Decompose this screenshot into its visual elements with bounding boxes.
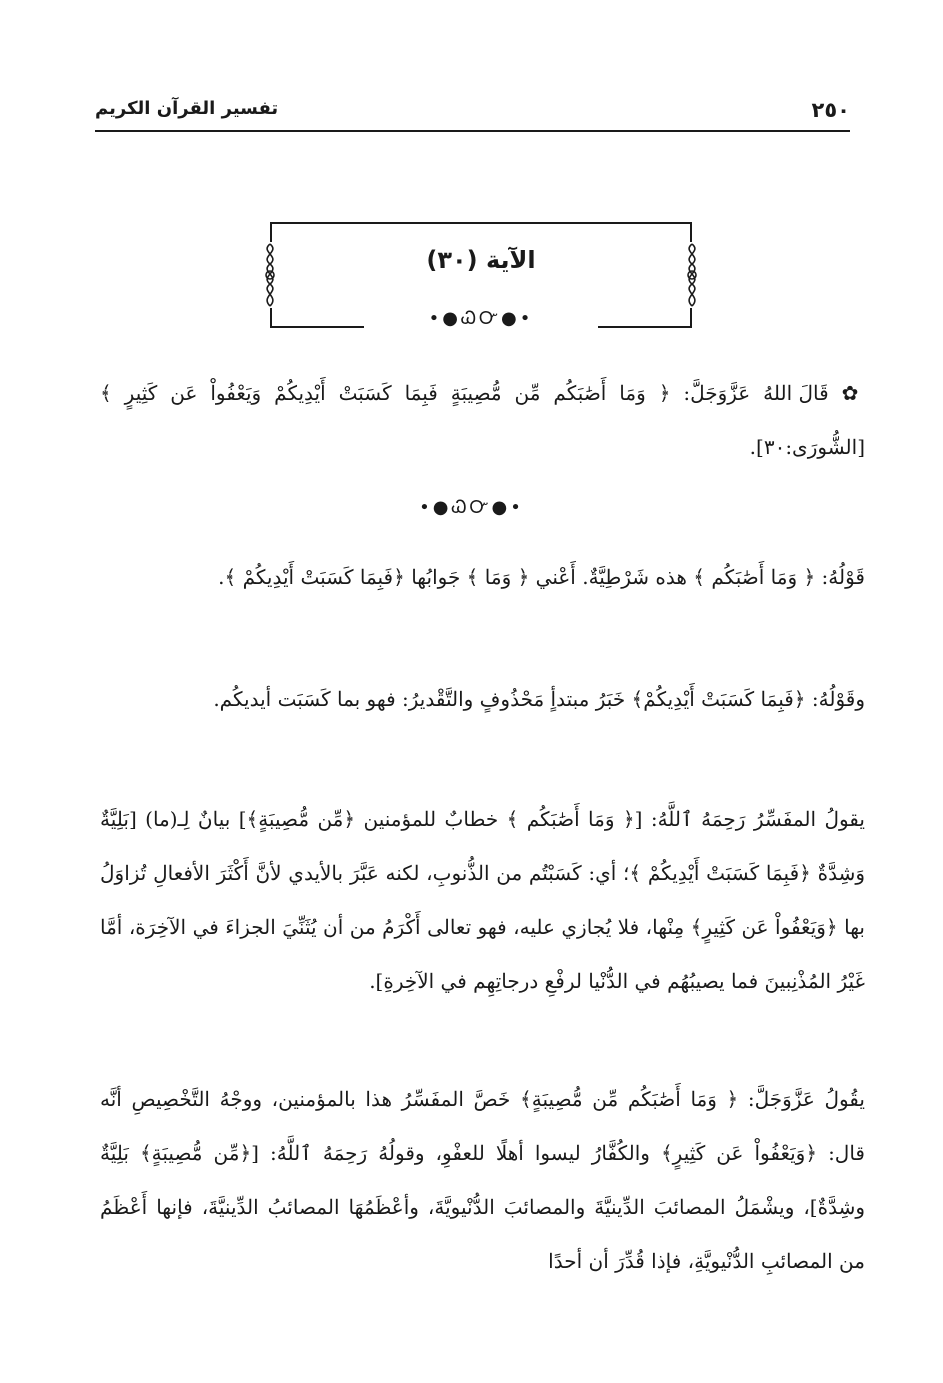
intro-text: قَالَ اللهُ عَزَّوَجَلَّ: ﴿ وَمَا أَصَٰبَكُم مِّن مُّصِيبَةٍ فَبِمَا كَسَبَتْ أَيْدِيكُمْ وَيَعْفُواْ عَن كَثِيرٍ ﴾ [الشُّورَى:٣٠]. (100, 381, 865, 459)
verse-heading-frame (270, 222, 692, 330)
running-title: تفسير القرآن الكريم (95, 98, 279, 119)
section-separator: •●ᏇᏅ●• (419, 497, 524, 518)
intro-verse (100, 366, 865, 474)
frame-top-rule (270, 222, 692, 224)
heading-divider: •●ᏇᏅ●• (428, 308, 534, 329)
paragraph: يقولُ المفَسِّرُ رَحِمَهُ ٱللَّهُ: [﴿ وَمَا أَصَٰبَكُم ﴾ خطابٌ للمؤمنين ﴿مِّن مُّصِيبَةٍ﴾] بيانٌ لِـ(ما) [بَلِيَّةٌ وَشِدَّةٌ ﴿فَبِمَا كَسَبَتْ أَيْدِيكُمْ ﴾؛ أي: كَسَبْتُم من الذُّنوبِ، لكنه عَبَّرَ بالأيدي لأنَّ أَكْثَرَ الأفعالِ تُزاوَلُ بها ﴿وَيَعْفُواْ عَن كَثِيرٍ﴾ مِنْها، فلا يُجازي عليه، فهو تعالى أَكْرَمُ من أن يُثَنِّيَ الجزاءَ في الآخِرَة، أمَّا غَيْرُ المُذْنِبينَ فما يصيبُهُم في الدُّنْيا لرفْعِ درجاتِهِم في الآخِرةِ]. (100, 807, 865, 993)
paragraph: وقَوْلُهُ: ﴿فَبِمَا كَسَبَتْ أَيْدِيكُمْ﴾ خَبَرُ مبتدأٍ مَحْذُوفٍ والتَّقْديرُ: فهو بما كَسَبَت أيديكُم. (213, 687, 865, 711)
paragraph: قَوْلُهُ: ﴿ وَمَا أَصَٰبَكُم ﴾ هذه شَرْطِيَّةٌ. أَعْني ﴿ وَمَا ﴾ جَوابُها ﴿فَبِمَا كَسَبَتْ أَيْدِيكُمْ ﴾. (218, 565, 865, 589)
page-header (95, 96, 850, 132)
frame-right-tick (690, 222, 692, 242)
paragraph: يقُولُ عَزَّوَجَلَّ: ﴿ وَمَا أَصَٰبَكُم مِّن مُّصِيبَةٍ﴾ خَصَّ المفَسِّرُ هذا بالمؤمنين، ووجْهُ التَّخْصِيصِ أنَّه قال: ﴿وَيَعْفُواْ عَن كَثِيرٍ﴾ والكُفَّارُ ليسوا أهلًا للعفْوِ، وقولُهُ رَحِمَهُ ٱللَّهُ: [﴿مِّن مُّصِيبَةٍ﴾ بَلِيَّةٌ وشِدَّةٌ]، ويشْمَلُ المصائبَ الدِّينيَّةَ والمصائبَ الدُّنْيويَّةَ، وأعْظَمُهَا المصائبُ الدِّينيَّةَ، فإنها أَعْظَمُ من المصائبِ الدُّنْيويَّةِ، فإذا قُدِّرَ أن أحدًا (100, 1087, 865, 1273)
verse-title: الآية (٣٠) (426, 246, 536, 274)
flower-icon: ✿ (841, 381, 865, 405)
frame-left-tick (270, 222, 272, 242)
page-number: ٢٥٠ (811, 98, 850, 122)
